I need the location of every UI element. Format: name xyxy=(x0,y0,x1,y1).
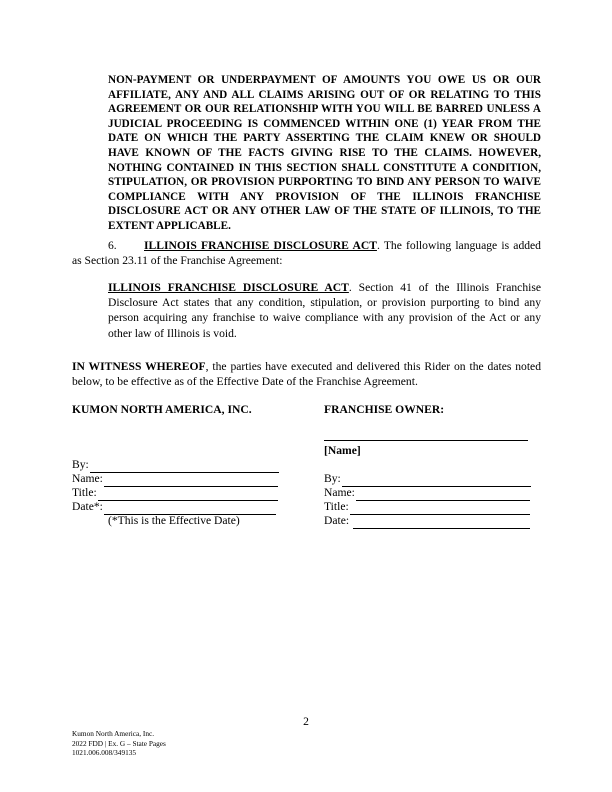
right-title-blank[interactable] xyxy=(350,503,530,515)
section-6-number: 6. xyxy=(108,239,117,252)
left-name-blank[interactable] xyxy=(104,475,278,487)
section-6-paragraph xyxy=(72,238,541,268)
left-by-blank[interactable] xyxy=(90,461,279,473)
left-name-label: Name: xyxy=(72,472,103,485)
left-party-name: KUMON NORTH AMERICA, INC. xyxy=(72,403,252,416)
section-6-heading: ILLINOIS FRANCHISE DISCLOSURE ACT xyxy=(144,239,377,252)
left-date-row xyxy=(72,500,276,515)
left-name-row xyxy=(72,472,278,487)
left-title-blank[interactable] xyxy=(98,489,278,501)
right-party-name: FRANCHISE OWNER: xyxy=(324,403,445,416)
right-date-row xyxy=(324,514,530,529)
right-by-blank[interactable] xyxy=(342,475,531,487)
page-number: 2 xyxy=(303,715,309,728)
witness-paragraph xyxy=(72,359,541,389)
page-footer xyxy=(72,729,166,758)
footer-line-company: Kumon North America, Inc. xyxy=(72,729,155,738)
quote-heading: ILLINOIS FRANCHISE DISCLOSURE ACT xyxy=(108,281,349,294)
section-6-text: . The following language is added as Section 23.11 of the Franchise Agreement: xyxy=(72,239,541,268)
left-by-label: By: xyxy=(72,458,89,471)
illinois-act-quote xyxy=(108,280,541,341)
owner-signature-line[interactable] xyxy=(324,440,528,441)
right-by-label: By: xyxy=(324,472,341,485)
footer-line-document: 2022 FDD | Ex. G – State Pages xyxy=(72,738,166,748)
left-date-label: Date*: xyxy=(72,500,103,513)
right-by-row xyxy=(324,472,531,487)
left-title-label: Title: xyxy=(72,486,97,499)
right-name-label: Name: xyxy=(324,486,355,499)
left-date-blank[interactable] xyxy=(104,503,276,515)
right-title-label: Title: xyxy=(324,500,349,513)
caps-paragraph: NON-PAYMENT OR UNDERPAYMENT OF AMOUNTS YOU OWE US OR OUR AFFILIATE, ANY AND ALL CLAIMS ARISING OUT OF OR RELATING TO THIS AGREEMENT OR OUR RELATIONSHIP WITH YOU WILL BE BARRED UNLESS A JUDICIAL PROCEEDING IS COMMENCED WITHIN ONE (1) YEAR FROM THE DATE ON WHICH THE PARTY ASSERTING THE CLAIM KNEW OR SHOULD HAVE KNOWN OF THE FACTS GIVING RISE TO THE CLAIMS. HOWEVER, NOTHING CONTAINED IN THIS SECTION SHALL CONSTITUTE A CONDITION, STIPULATION, OR PROVISION PURPORTING TO BIND ANY PERSON TO WAIVE COMPLIANCE WITH ANY PROVISION OF THE ILLINOIS FRANCHISE DISCLOSURE ACT OR ANY OTHER LAW OF THE STATE OF ILLINOIS, TO THE EXTENT APPLICABLE. xyxy=(108,74,541,232)
right-name-blank[interactable] xyxy=(356,489,530,501)
witness-text: , the parties have executed and delivered this Rider on the dates noted below, to be effective as of the Effective Date of the Franchise Agreement. xyxy=(72,360,541,389)
right-date-blank[interactable] xyxy=(353,517,530,529)
left-by-row xyxy=(72,458,279,473)
owner-name-placeholder: [Name] xyxy=(324,444,361,457)
right-name-row xyxy=(324,486,530,501)
right-title-row xyxy=(324,500,530,515)
witness-lead: IN WITNESS WHEREOF xyxy=(72,360,206,373)
left-title-row xyxy=(72,486,278,501)
effective-date-note: (*This is the Effective Date) xyxy=(108,514,240,527)
right-date-label: Date: xyxy=(324,514,353,527)
quote-text: . Section 41 of the Illinois Franchise Disclosure Act states that any condition, stipulation, or provision purporting to bind any person acquiring any franchise to waive compliance with any provision of the Act or any other law of Illinois is void. xyxy=(108,281,541,340)
footer-line-reference: 1021.006.008/349135 xyxy=(72,748,137,758)
